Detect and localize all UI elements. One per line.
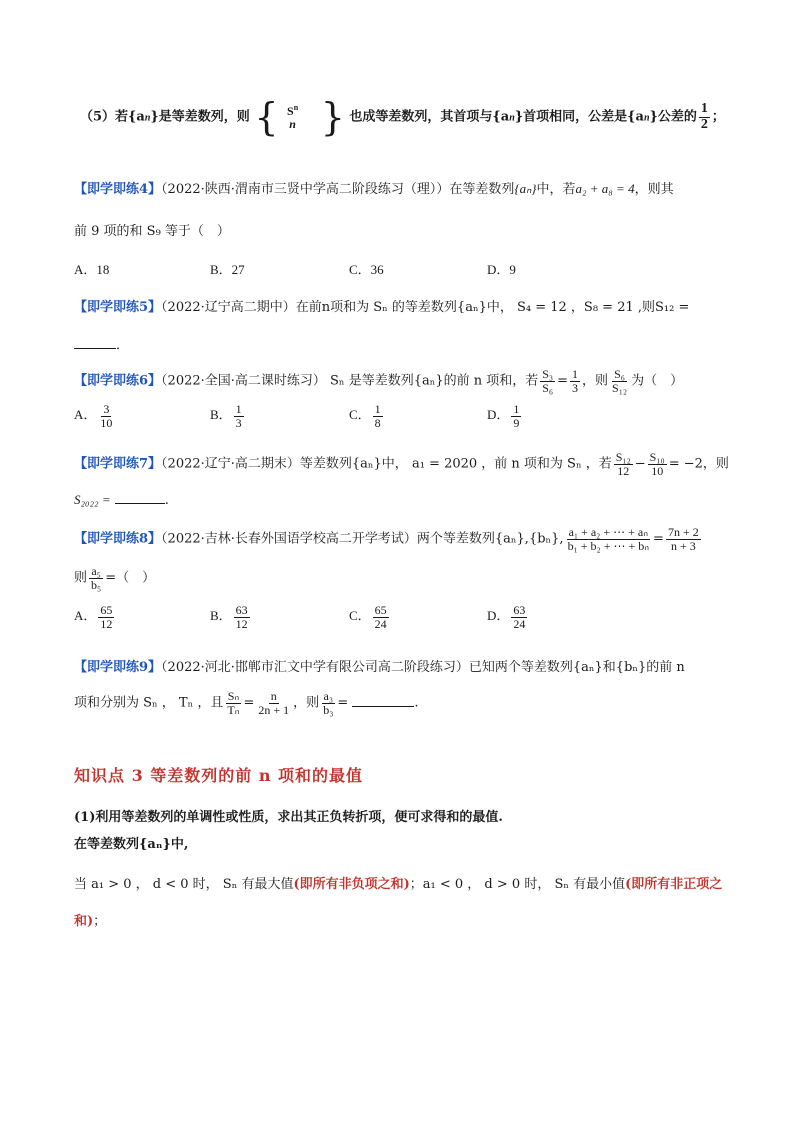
exercise-7-line1: 【即学即练7】（2022·辽宁·高二期末）等差数列{aₙ}中， a₁ = 2020 ，前 n 项和为 Sₙ ，若 $\frac{\text{S₁₂}}{12}$ − $\frac{\text{S₁₀}}{10}$ = −2，则 [74, 450, 729, 478]
exercise-4-option-c: C．36 [349, 262, 384, 277]
exercise-4-line1: 【即学即练4】（2022·陕西·渭南市三贤中学高二阶段练习（理））在等差数列{aₙ}中，若a₂ + a₈ = 4，则其 [74, 181, 674, 197]
exercise-4-line2: 前 9 项的和 S₉ 等于（ ） [74, 224, 230, 239]
exercise-8-option-a: A． $\frac{65}{12}$ [74, 603, 113, 631]
exercise-8-option-b: B． $\frac{63}{12}$ [210, 603, 248, 631]
section-3-paragraph-1: (1)利用等差数列的单调性或性质，求出其正负转折项，便可求得和的最值. [74, 810, 503, 825]
exercise-8-line1: 【即学即练8】（2022·吉林·长春外国语学校高二开学考试）两个等差数列{aₙ},{bₙ}, $\frac{\text{a₁ + a₂ + ⋯ + aₙ}}{\text{b₁ + b₂ + ⋯ + bₙ}}$ = $\frac{7n + 2}{n + 3}$ [74, 525, 699, 553]
item-5-line: （5）若{an}是等差数列，则 { $S^n$ n } 也成等差数列，其首项与{an}首项相同，公差是{an}公差的 $\frac{1}{2}$ ； [80, 95, 725, 139]
exercise-6-tag: 【即学即练6】 [74, 373, 162, 389]
exercise-8-line2: 则 $\frac{\text{a₅}}{\text{b₅}}$ =（ ） [74, 564, 156, 592]
exercise-7-tag: 【即学即练7】 [74, 456, 162, 472]
exercise-6-option-a: A． $\frac{3}{10}$ [74, 402, 113, 430]
half-fraction: $\frac{1}{2}$ [700, 100, 708, 132]
answer-blank [115, 503, 165, 504]
exercise-9-line1: 【即学即练9】（2022·河北·邯郸市汇文中学有限公司高二阶段练习）已知两个等差数列{aₙ}和{bₙ}的前 n [74, 660, 685, 675]
exercise-5-tag: 【即学即练5】 [74, 300, 162, 315]
exercise-4-option-b: B．27 [210, 262, 245, 277]
section-3-paragraph-2: 在等差数列{aₙ}中, [74, 837, 189, 852]
section-3-title: 知识点 3 等差数列的前 n 项和的最值 [74, 766, 364, 785]
section-3-paragraph-3: 当 a₁ > 0 ， d < 0 时， Sₙ 有最大值(即所有非负项之和)；a₁ < 0 ， d > 0 时， Sₙ 有最小值(即所有非正项之 [74, 877, 723, 892]
exercise-4-option-a: A．18 [74, 262, 110, 277]
item-5-mid1: }是等差数列，则 [150, 109, 250, 125]
exercise-8-option-c: C． $\frac{65}{24}$ [349, 603, 387, 631]
exercise-9-tag: 【即学即练9】 [74, 660, 162, 675]
item-5-fraction: $S^n$ n [287, 102, 299, 131]
exercise-4-option-d: D．9 [487, 262, 516, 277]
exercise-6-option-c: C． $\frac{1}{8}$ [349, 402, 381, 430]
answer-blank [352, 706, 414, 707]
exercise-6-option-d: D． $\frac{1}{9}$ [487, 402, 520, 430]
item-5-mid2: 也成等差数列，其首项与{a [349, 109, 510, 125]
exercise-8-option-d: D． $\frac{63}{24}$ [487, 603, 526, 631]
exercise-5-line1: 【即学即练5】（2022·辽宁高二期中）在前n项和为 Sₙ 的等差数列{aₙ}中， S₄ = 12 ，S₈ = 21 ,则S₁₂ = [74, 300, 690, 315]
exercise-4-tag: 【即学即练4】 [74, 182, 162, 197]
exercise-6-line1: 【即学即练6】（2022·全国·高二课时练习） Sₙ 是等差数列{aₙ}的前 n 项和，若 $\frac{\text{S₃}}{\text{S₆}}$ = $\frac{1}{3}$ ，则 $\frac{\text{S₆}}{\text{S₁₂}}$ 为（ ） [74, 367, 684, 395]
brace-left: { [254, 95, 279, 139]
brace-right: } [320, 95, 345, 139]
exercise-5-line2: ． [74, 334, 129, 353]
exercise-6-option-b: B． $\frac{1}{3}$ [210, 402, 242, 430]
exercise-8-tag: 【即学即练8】 [74, 531, 162, 547]
section-3-paragraph-4: 和)； [74, 914, 107, 929]
exercise-7-line2: S₂₀₂₂ = . [74, 492, 169, 508]
item-5-pre: （5）若{a [80, 109, 145, 125]
answer-blank [74, 348, 116, 349]
exercise-9-line2: 项和分别为 Sₙ ， Tₙ ，且 $\frac{\text{Sₙ}}{\text{Tₙ}}$ = $\frac{n}{2n + 1}$ ，则 $\frac{\text{a₃}}{\text{b₃}}$ = . [74, 689, 419, 717]
